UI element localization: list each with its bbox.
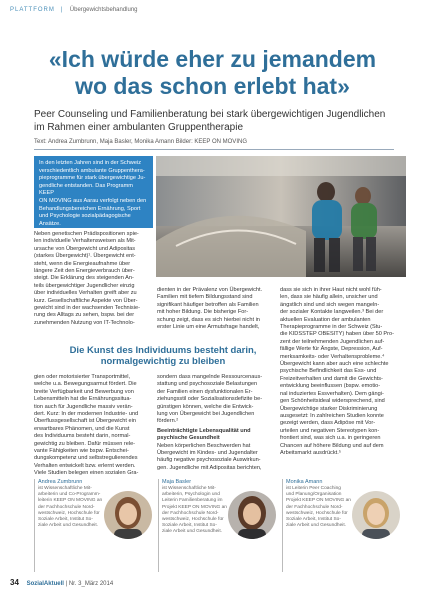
- page-number: 34: [10, 578, 19, 587]
- text-line: nal induziertes Essverhalten). Dem gängi-: [280, 390, 384, 397]
- bio-line: ziale Arbeit und Gesundheit.: [38, 523, 99, 529]
- text-line: ziehungsstil oder Sozialisationsdefizite be-: [157, 396, 263, 403]
- intro-line: und Psychologie sozialpädagogische Ansätze.: [39, 213, 131, 227]
- text-line: gezeigt werden, dass Adipöse mit Vor-: [280, 420, 376, 427]
- bio-line: arbeiterin und Co-Programm-: [38, 492, 101, 498]
- text-line: Übergewichtige starker Diskriminierung: [280, 405, 378, 412]
- bio-line: westschweiz, Hochschule für: [38, 510, 100, 516]
- text-line: über individuelles Verhalten greift aber zu: [34, 290, 137, 297]
- subheading: [157, 428, 275, 443]
- lead-line-1: Peer Counseling und Familienberatung bei stark übergewichtigen Jugendlichen: [34, 109, 386, 120]
- author-portrait: [352, 491, 400, 539]
- text-line: breite Verfügbarkeit und Bewerbung von: [34, 388, 134, 395]
- section-separator: |: [60, 7, 64, 13]
- text-line: Therapieprogramme in der Schweiz (Stu-: [280, 324, 383, 331]
- bio-line: westschweiz, Hochschule für: [162, 517, 224, 523]
- bio-line: Leiterin Familienberatung im: [162, 498, 223, 504]
- column-3: [280, 287, 406, 457]
- text-line: stattung und psychosoziale Belastungen: [157, 381, 258, 388]
- bio-line: westschweiz, Hochschule für: [286, 510, 348, 516]
- pull-quote-line-2: normalgewichtig zu bleiben: [100, 356, 226, 367]
- text-line: Arbeitsmarkt ausdrückt.⁵: [280, 449, 342, 456]
- bio-line: Soziale Arbeit, Institut So-: [162, 523, 217, 529]
- text-line: mit hoher Bildung. Die bisherige For-: [157, 309, 249, 316]
- article-lead: [34, 108, 404, 134]
- bio-line: ist Leiterin Peer Coaching: [286, 486, 341, 491]
- text-line: dienten in der Prävalenz von Übergewicht.: [157, 287, 263, 293]
- text-line: gewichtig zu bleiben. Dafür müssen rele-: [34, 440, 136, 447]
- intro-line: In den letzten Jahren sind in der Schweiz: [39, 160, 141, 166]
- author-card: [34, 479, 154, 572]
- text-line: welche u.a. Bewegungsarmut fördert. Die: [34, 381, 137, 388]
- text-line: zent der teilnehmenden Jugendlichen auf-: [280, 338, 385, 345]
- text-line: steigt. Die Erklärung des steigenden An-: [34, 275, 134, 282]
- text-line: kurz. Gesellschaftliche Aspekte von Über-: [34, 297, 138, 304]
- text-line: Verhalten entwickelt bzw. erlernt werden.: [34, 462, 136, 469]
- magazine-name: SozialAktuell: [26, 581, 64, 587]
- author-portrait: [104, 491, 152, 539]
- text-line: frontiert sind, was sich u.a. in geringeren: [280, 435, 381, 442]
- column-1-bottom: [34, 374, 152, 478]
- text-line: Neben genetischen Prädispositionen spie-: [34, 231, 139, 237]
- bio-line: Projekt KEEP ON MOVING an: [286, 498, 351, 504]
- text-line: Übergewicht kann aber auch eine schlechte: [280, 361, 389, 368]
- photo-illustration: [156, 156, 406, 277]
- text-line: schung zeigt, dass es sich hierbei nicht in: [157, 316, 260, 323]
- author-name: Monika Amann: [286, 479, 323, 485]
- text-line: fördern.²: [157, 418, 179, 425]
- author-bio: [35, 486, 103, 529]
- bio-line: der Fachhochschule Nord-: [38, 504, 95, 510]
- column-2-top: [157, 287, 275, 331]
- text-line: der sozialer Kontakte langweilen.³ Bei der: [280, 309, 384, 316]
- text-line: aktuellen Evaluation der ambulanten: [280, 316, 371, 323]
- issue-info: | Nr. 3_März 2014: [65, 581, 114, 587]
- bio-line: Projekt KEEP ON MOVING an: [162, 504, 227, 510]
- bio-line: ziale Arbeit und Gesundheit.: [286, 523, 347, 529]
- author-box: [34, 479, 406, 572]
- author-bio: [283, 486, 351, 529]
- intro-line: ON MOVING aus Aarau verfolgt neben den: [39, 197, 147, 204]
- bio-line: Soziale Arbeit, Institut So-: [286, 517, 341, 523]
- pull-quote-line-1: Die Kunst des Individuums besteht darin,: [69, 345, 257, 356]
- text-line: ängstlich sind und sich wegen mangeln-: [280, 301, 380, 308]
- intro-line: gendliche entstanden. Das Programm KEEP: [39, 182, 133, 197]
- headline-line-2: wo das schon erlebt hat»: [75, 73, 350, 99]
- text-line: Familien mit tiefem Bildungsstand sind: [157, 294, 253, 301]
- page-footer: [10, 578, 113, 587]
- text-line: dungskompetenz und selbstregulierendes: [34, 455, 138, 462]
- text-line: gewicht sind in der wachsenden Technisie-: [34, 305, 140, 312]
- headline-line-1: «Ich würde eher zu jemandem: [48, 46, 377, 72]
- text-line: (starkes Übergewicht)¹. Übergewicht ent-: [34, 253, 136, 260]
- text-line: erwartbares Phänomen, und die Kunst: [34, 425, 130, 432]
- text-line: Chancen auf höhere Bildung und auf dem: [280, 442, 384, 449]
- text-line: des Individuums besteht darin, normal-: [34, 433, 131, 440]
- text-line: Übergewicht im Kindes- und Jugendalter: [157, 450, 258, 457]
- text-line: vante Fähigkeiten wie bspw. Entschei-: [34, 448, 129, 455]
- text-line: häufig negative psychosoziale Auswirkun-: [157, 457, 261, 464]
- section-topic: Übergewichtsbehandlung: [69, 7, 138, 13]
- bio-line: ist Wissenschaftliche Mit-: [162, 486, 216, 491]
- intro-line: pieprogramme für stark übergewichtige Ju-: [39, 175, 146, 182]
- text-line: fällige Werte für Ängste, Depression, Auf-: [280, 346, 383, 353]
- text-line: lung von Übergewicht bei Jugendlichen: [157, 411, 255, 418]
- article-photo: [156, 156, 406, 277]
- section-label: PLATTFORM: [10, 7, 55, 13]
- column-1-top: [34, 231, 152, 327]
- bio-line: ist Wissenschaftliche Mit-: [38, 486, 92, 491]
- author-card: [282, 479, 402, 572]
- text-line: der Familien einen dysfunktionalen Er-: [157, 388, 253, 395]
- text-line: teils übergewichtiger Jugendlicher einzig: [34, 282, 135, 289]
- text-line: dert. Kurz: In der modernen Industrie- und: [34, 411, 139, 418]
- text-line: dass sie sich in ihrer Haut nicht wohl füh-: [280, 287, 382, 293]
- text-line: Lebensmitteln hat die Ernährungssitua-: [34, 396, 132, 403]
- text-line: Überflussgesellschaft ist Übergewicht ein: [34, 418, 136, 425]
- author-name: Andrea Zumbrunn: [38, 479, 83, 485]
- intro-box: [34, 156, 153, 228]
- author-name: Maja Basler: [162, 479, 192, 485]
- text-line: günstigen können, welche die Entwick-: [157, 403, 254, 410]
- text-line: entwicklung beeinflussen (bspw. emotio-: [280, 383, 381, 390]
- text-line: psychische Befindlichkeit das Ess- und: [280, 368, 377, 375]
- author-card: [158, 479, 278, 572]
- text-line: urteilen und negativen Stereotypen kon-: [280, 427, 380, 434]
- article-credits: Text: Andrea Zumbrunn, Maja Basler, Monika Amann Bilder: KEEP ON MOVING: [34, 139, 394, 150]
- bio-line: und Planung/Organisation: [286, 492, 342, 498]
- text-line: len individuelle Verhaltensweisen als Mit-: [34, 238, 136, 245]
- text-line: rung des Alltags zu sehen, bspw. bei der: [34, 312, 135, 319]
- lead-line-2: im Rahmen einer ambulanten Gruppentherapie: [34, 122, 244, 133]
- text-line: längere Zeit den Energieverbrauch über-: [34, 268, 135, 275]
- text-line: merksamkeits- oder Verhaltensprobleme.⁴: [280, 353, 385, 360]
- text-line: Viele Studien belegen einen sozialen Gra-: [34, 470, 139, 477]
- text-line: signifikant häufiger betroffen als Familien: [157, 301, 259, 308]
- section-header: [10, 7, 138, 13]
- text-line: ursache von Übergewicht und Adipositas: [34, 245, 136, 252]
- pull-quote-heading: [63, 345, 263, 367]
- text-line: zunehmenden Nutzung von IT-Technolo-: [34, 319, 135, 326]
- text-line: steht, wenn die Energieaufnahme über: [34, 260, 131, 267]
- text-line: gen. Jugendliche mit Adipositas berichten,: [157, 464, 262, 471]
- text-line: Freizeitverhalten und damit die Gewichts-: [280, 375, 383, 382]
- text-line: Neben körperlichen Beschwerden hat: [157, 442, 251, 449]
- text-line: len, dass sie häufig allein, unsicher und: [280, 294, 378, 301]
- bio-line: der Fachhochschule Nord-: [286, 504, 343, 510]
- intro-line: verschiedentlich ambulante Gruppenthera-: [39, 167, 145, 174]
- bio-line: der Fachhochschule Nord-: [162, 510, 219, 516]
- column-2-bottom: [157, 374, 275, 472]
- bio-line: arbeiterin, Psychologin und: [162, 492, 220, 498]
- text-line: die KIDSSTEP OBESITY) haben über 50 Pro-: [280, 331, 395, 338]
- intro-line: Behandlungsbereichen Ernährung, Sport: [39, 205, 141, 212]
- subheading-line-2: psychische Gesundheit: [157, 435, 220, 442]
- text-line: gen Schönheitsideal widersprechend, sind: [280, 398, 385, 405]
- author-bio: [159, 486, 227, 536]
- bio-line: Soziale Arbeit, Institut So-: [38, 517, 93, 523]
- bio-line: ziale Arbeit und Gesundheit.: [162, 529, 223, 535]
- text-line: tion auch für Jugendliche massiv verän-: [34, 403, 133, 410]
- article-headline: [10, 46, 415, 100]
- text-line: gien oder motorisierter Transportmittel,: [34, 374, 131, 380]
- text-line: sondern dass mangelnde Ressourcenaus-: [157, 374, 263, 380]
- bio-line: leiterin KEEP ON MOVING an: [38, 498, 103, 504]
- subheading-line-1: Beeinträchtigte Lebensqualität und: [157, 427, 251, 434]
- text-line: ausgesetzt: In zahlreichen Studien konnte: [280, 412, 384, 419]
- author-portrait: [228, 491, 276, 539]
- text-line: erster Linie um eine Armutsfrage handelt,: [157, 324, 260, 331]
